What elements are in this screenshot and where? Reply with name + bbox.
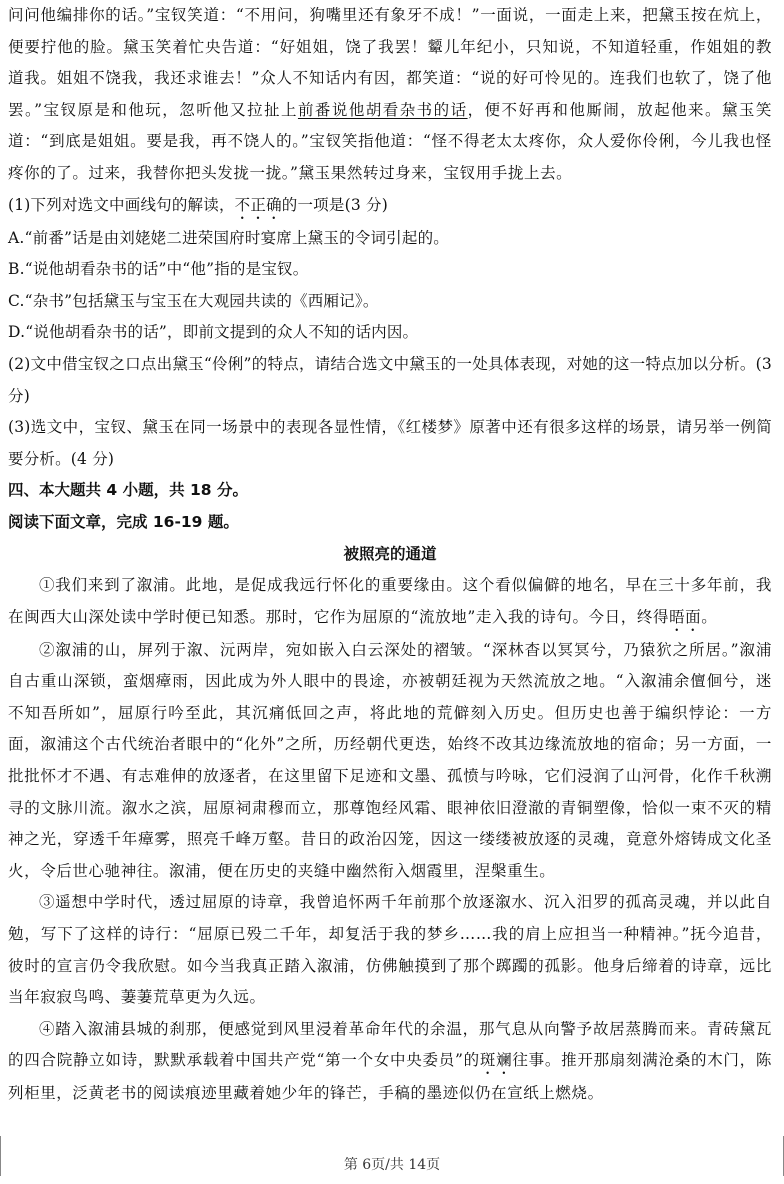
article-paragraph-4 <box>8 1014 772 1110</box>
question-1 <box>8 190 772 223</box>
option-a: A.“前番”话是由刘姥姥二进荣国府时宴席上黛玉的令词引起的。 <box>8 228 449 247</box>
article-paragraph-1 <box>8 570 772 635</box>
article-p1-emphasis: 晤面 <box>669 607 702 626</box>
excerpt-paragraph <box>8 0 772 190</box>
question-2: (2)文中借宝钗之口点出黛玉“伶俐”的特点，请结合选文中黛玉的一处具体表现，对她的这一特点加以分析。(3 分) <box>8 354 772 405</box>
page-number: 第 6页/共 14页 <box>343 1157 441 1173</box>
article-p4-emphasis: 斑斓 <box>479 1051 513 1070</box>
question-1-suffix: 的一项是(3 分) <box>281 195 388 214</box>
option-c: C.“杂书”包括黛玉与宝玉在大观园共读的《西厢记》。 <box>8 291 379 310</box>
excerpt-text-a: 问问他编排你的话。”宝钗笑道：“不用问，狗嘴里还有象牙不成！”一面说，一面走上来，把黛玉按在炕上，便要拧他的脸。黛玉笑着忙央告道：“好姐姐，饶了我罢！颦儿年纪小，只知说，不知道轻重，作姐姐的教道我。姐姐不饶我，我还求谁去！”众人不知话内有因，都笑道：“说的好可怜见的。连我们也软了，饶了他罢。”宝钗原是和他玩，忽听他又拉扯上 <box>8 6 772 119</box>
underlined-sentence: 前番说他胡看杂书的话 <box>297 100 468 119</box>
article-p1-text-b: 。 <box>701 607 718 626</box>
article-p4-text-a: ④踏入溆浦县城的刹那，便感觉到风里浸着革命年代的余温，那气息从向警予故居蒸腾而来。青砖黛瓦的四合院静立如诗，默默承载着中国共产党“第一个女中央委员”的 <box>8 1019 772 1070</box>
article-p1-text-a: ①我们来到了溆浦。此地，是促成我远行怀化的重要缘由。这个看似偏僻的地名，早在三十多年前，我在闽西大山深处读中学时便已知悉。那时，它作为屈原的“流放地”走入我的诗句。今日，终得 <box>8 576 772 626</box>
article-title: 被照亮的通道 <box>343 544 437 563</box>
option-d: D.“说他胡看杂书的话”，即前文提到的众人不知的话内因。 <box>8 323 419 342</box>
excerpt-text-b: ，便不好再和他厮闹，放起他来。黛玉笑道：“到底是姐姐。要是我，再不饶人的。”宝钗笑指他道：“怪不得老太太疼你，众人爱你伶俐，今儿我也怪疼你的了。过来，我替你把头发拢一拢。”黛玉果然转过身来，宝钗用手拢上去。 <box>8 100 772 182</box>
article-paragraph-2: ②溆浦的山，屏列于溆、沅两岸，宛如嵌入白云深处的褶皱。“深林杳以冥冥兮，乃猿狖之所居。”溆浦自古重山深锁，蛮烟瘴雨，因此成为外人眼中的畏途，亦被朝廷视为天然流放之地。“入溆浦余儃佪兮，迷不知吾所如”，屈原行吟至此，其沉痛低回之声，将此地的荒僻刻入历史。但历史也善于编织悖论：一方面，溆浦这个古代统治者眼中的“化外”之所，历经朝代更迭，始终不改其边缘流放地的宿命；另一方面，一批批怀才不遇、有志难伸的放逐者，在这里留下足迹和文墨、孤愤与吟咏，它们浸润了山河骨，化作千秋溯寻的文脉川流。溆水之滨，屈原祠肃穆而立，那尊饱经风霜、眼神依旧澄澈的青铜塑像，恰似一束不灭的精神之光，穿透千年瘴雾，照亮千峰万壑。昔日的政治囚笼，因这一缕缕被放逐的灵魂，竟意外熔铸成文化圣火，令后世心驰神往。溆浦，便在历史的夹缝中幽然衔入烟霞里，涅槃重生。 <box>8 640 772 880</box>
article-p4-text-b: 往事。推开那扇刻满沧桑的木门，陈列柜里，泛黄老书的阅读痕迹里藏着她少年的锋芒，手稿的墨迹似仍在宣纸上燃烧。 <box>8 1051 772 1103</box>
text-column <box>8 0 772 1110</box>
question-1-prefix: (1)下列对选文中画线句的解读， <box>8 195 235 214</box>
section-instruction: 阅读下面文章，完成 16-19 题。 <box>8 512 239 531</box>
option-b: B.“说他胡看杂书的话”中“他”指的是宝钗。 <box>8 260 309 279</box>
article-paragraph-3: ③遥想中学时代，透过屈原的诗章，我曾追怀两千年前那个放逐溆水、沉入汨罗的孤高灵魂，并以此自勉，写下了这样的诗行：“屈原已殁二千年，却复活于我的梦乡……我的肩上应担当一种精神。”抚今追昔，彼时的宣言仍令我欣慰。如今当我真正踏入溆浦，仿佛触摸到了那个踯躅的孤影。他身后缔着的诗章，远比当年寂寂鸟鸣、萋萋荒草更为久远。 <box>8 893 772 1007</box>
section-heading: 四、本大题共 4 小题，共 18 分。 <box>8 481 248 500</box>
question-1-emphasis: 不正确 <box>234 195 282 214</box>
question-3: (3)选文中，宝钗、黛玉在同一场景中的表现各显性情，《红楼梦》原著中还有很多这样的场景，请另举一例简要分析。(4 分) <box>8 418 772 468</box>
